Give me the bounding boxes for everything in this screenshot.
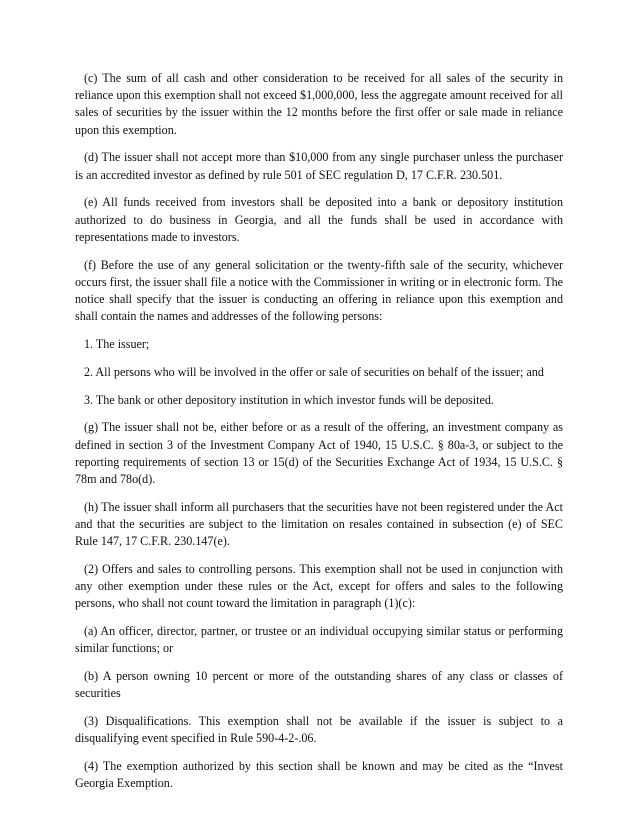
list-item-depository-institution: 3. The bank or other depository institution in which investor funds will be deposited.: [84, 392, 494, 407]
paragraph-a-officer-director: (a) An officer, director, partner, or trustee or an individual occupying similar status or performing similar functions; or: [75, 624, 563, 656]
paragraph-2-controlling-persons: (2) Offers and sales to controlling persons. This exemption shall not be used in conjunction with any other exemption under these rules or the Act, except for offers and sales to the following persons, who shall not count toward the limitation in paragraph (1)(c):: [75, 562, 563, 611]
paragraph-h-inform-purchasers: (h) The issuer shall inform all purchasers that the securities have not been registered under the Act and that the securities are subject to the limitation on resales contained in subsection (e) of SEC Rule 147, 17 C.F.R. 230.147(e).: [75, 499, 563, 549]
paragraph-g-investment-company: (g) The issuer shall not be, either before or as a result of the offering, an investment company as defined in section 3 of the Investment Company Act of 1940, 15 U.S.C. § 80a-3, or subject to the reporting requirements of section 13 or 15(d) of the Securities Exchange Act of 1934, 15 U.S.C. § 78m and 78o(d).: [75, 420, 563, 487]
paragraph-e-funds-deposit: (e) All funds received from investors shall be deposited into a bank or depository institution authorized to do business in Georgia, and all the funds shall be used in accordance with representations made to investors.: [75, 195, 563, 244]
list-item-issuer: 1. The issuer;: [84, 337, 150, 352]
paragraph-4-exemption-name: (4) The exemption authorized by this section shall be known and may be cited as the “Invest Georgia Exemption.: [75, 759, 563, 791]
paragraph-b-ten-percent-owner: (b) A person owning 10 percent or more of the outstanding shares of any class or classes of securities: [75, 669, 563, 701]
document-page: [75, 70, 563, 803]
paragraph-3-disqualifications: (3) Disqualifications. This exemption shall not be available if the issuer is subject to a disqualifying event specified in Rule 590-4-2-.06.: [75, 714, 563, 746]
paragraph-c-offering-limit: (c) The sum of all cash and other consideration to be received for all sales of the security in reliance upon this exemption shall not exceed $1,000,000, less the aggregate amount received for all sales of securities by the issuer within the 12 months before the first offer or sale made in reliance upon this exemption.: [75, 71, 563, 137]
list-item-involved-persons: 2. All persons who will be involved in the offer or sale of securities on behalf of the issuer; and: [84, 364, 544, 379]
paragraph-d-purchaser-limit: (d) The issuer shall not accept more than $10,000 from any single purchaser unless the purchaser is an accredited investor as defined by rule 501 of SEC regulation D, 17 C.F.R. 230.501.: [75, 150, 563, 182]
paragraph-f-notice-filing: (f) Before the use of any general solicitation or the twenty-fifth sale of the security, whichever occurs first, the issuer shall file a notice with the Commissioner in writing or in electronic form. The notice shall specify that the issuer is conducting an offering in reliance upon this exemption and shall contain the names and addresses of the following persons:: [75, 257, 563, 324]
